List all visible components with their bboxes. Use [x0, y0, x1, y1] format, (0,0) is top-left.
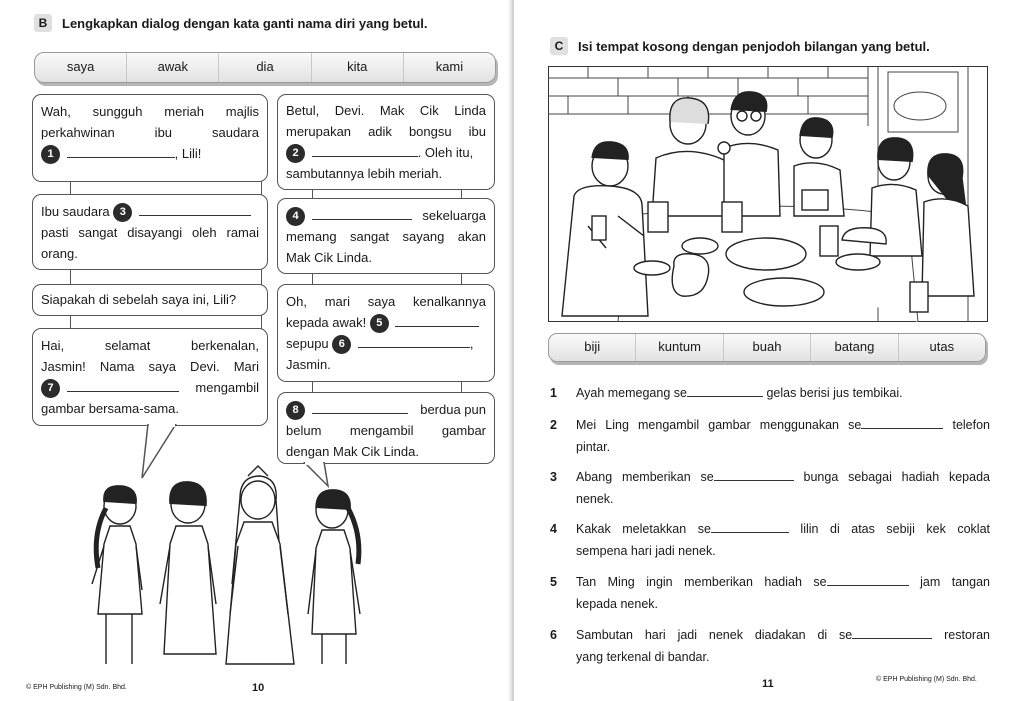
question-text-block: [576, 518, 990, 562]
section-b-heading: [34, 14, 428, 32]
question-text: Tan Ming ingin memberikan hadiah se: [576, 575, 827, 589]
right-page: [514, 0, 1024, 701]
answer-blank-7[interactable]: [67, 380, 179, 392]
copyright-footer: © EPH Publishing (M) Sdn. Bhd.: [876, 676, 977, 683]
question-text: gelas berisi jus tembikai.: [766, 386, 903, 400]
bubble-text: Betul, Devi. Mak Cik Linda: [286, 103, 486, 118]
bubble-text: dengan Mak Cik Linda.: [286, 444, 419, 460]
section-instruction: Isi tempat kosong dengan penjodoh bilangan yang betul.: [578, 38, 930, 54]
bubble-text: pasti sangat disayangi oleh ramai: [41, 225, 259, 241]
bubble-text: kepada awak!: [286, 315, 367, 330]
bubble-text: Wah, sungguh meriah majlis: [41, 104, 259, 119]
answer-line: [286, 205, 486, 226]
question-text: Sambutan hari jadi nenek diadakan di se: [576, 628, 853, 642]
dialog-bubble-4: [277, 198, 495, 274]
question-text-block: [576, 414, 990, 458]
question-number: 2: [550, 418, 557, 432]
answer-line: [286, 312, 486, 333]
bubble-text: orang.: [41, 246, 78, 262]
bubble-text: . Oleh itu,: [417, 145, 474, 160]
answer-blank-3[interactable]: [139, 204, 251, 216]
answer-blank-q4[interactable]: [711, 521, 789, 533]
dialog-bubble-2: [277, 94, 495, 190]
word-bank-item: kami: [435, 59, 464, 74]
question-text-block: [576, 466, 990, 510]
answer-blank-q6[interactable]: [852, 627, 932, 639]
word-bank-item: utas: [929, 339, 955, 354]
section-letter: C: [550, 37, 568, 55]
question-text-block: [576, 624, 990, 668]
question-text: pintar.: [576, 440, 611, 454]
birthday-party-illustration: [548, 66, 988, 322]
question-number-badge: 6: [332, 335, 351, 354]
question-text: Kakak meletakkan se: [576, 522, 711, 536]
question-item: [550, 382, 990, 404]
bubble-text: sekeluarga: [422, 208, 486, 223]
bubble-text: merupakan adik bongsu ibu: [286, 124, 486, 139]
question-text-block: [576, 382, 990, 404]
page-number: 10: [252, 682, 265, 694]
answer-blank-q3[interactable]: [714, 469, 794, 481]
question-text-block: [576, 571, 990, 615]
answer-line: [286, 333, 486, 354]
bubble-text: Oh, mari saya kenalkannya: [286, 294, 486, 309]
bubble-text: belum mengambil gambar: [286, 423, 486, 439]
dialog-bubble-1: [32, 94, 268, 182]
answer-blank-1[interactable]: [67, 146, 175, 158]
answer-blank-q5[interactable]: [827, 574, 909, 586]
bubble-text: sepupu: [286, 336, 329, 352]
question-text: jam tangan: [920, 575, 990, 589]
question-text: Mei Ling mengambil gambar menggunakan se: [576, 418, 862, 432]
dialog-bubble-3: [32, 194, 268, 270]
question-number-badge: 4: [286, 207, 305, 226]
answer-line: [41, 377, 259, 398]
question-number: 3: [550, 470, 557, 484]
page-number: 11: [762, 678, 774, 690]
question-text: Abang memberikan se: [576, 470, 714, 484]
answer-blank-4[interactable]: [312, 208, 412, 220]
question-text: Ayah memegang se: [576, 386, 687, 400]
question-text: restoran: [944, 628, 990, 642]
bubble-text: ,: [469, 336, 474, 352]
answer-blank-8[interactable]: [312, 402, 408, 414]
question-text: sempena hari jadi nenek.: [576, 544, 716, 558]
answer-blank-6[interactable]: [358, 336, 470, 348]
bubble-text: sambutannya lebih meriah.: [286, 166, 443, 182]
question-item: [550, 624, 990, 668]
question-text: bunga sebagai hadiah kepada: [803, 470, 990, 484]
bubble-text: Jasmin.: [286, 357, 331, 373]
question-number-badge: 1: [41, 145, 60, 164]
word-bank-item: dia: [219, 53, 311, 82]
bubble-text: berdua pun: [420, 402, 486, 417]
word-bank-item: kuntum: [636, 334, 723, 361]
question-number: 4: [550, 522, 557, 536]
dialog-bubble-5: [32, 284, 268, 316]
question-item: [550, 518, 990, 562]
bubble-text: Siapakah di sebelah saya ini, Lili?: [41, 292, 237, 307]
question-text: nenek.: [576, 492, 614, 506]
dialog-bubble-8: [277, 392, 495, 464]
bubble-text: , Lili!: [174, 146, 202, 161]
word-bank-item: batang: [811, 334, 898, 361]
question-number: 1: [550, 386, 557, 400]
question-number-badge: 5: [370, 314, 389, 333]
question-number: 6: [550, 628, 557, 642]
word-bank-item: biji: [549, 334, 636, 361]
question-item: [550, 466, 990, 510]
question-item: [550, 571, 990, 615]
word-bank: [548, 333, 986, 362]
word-bank-item: awak: [127, 53, 219, 82]
bubble-text: mengambil: [195, 380, 259, 395]
section-instruction: Lengkapkan dialog dengan kata ganti nama diri yang betul.: [62, 15, 428, 31]
four-girls-illustration: [80, 464, 380, 669]
section-letter: B: [34, 14, 52, 32]
bubble-text: gambar bersama-sama.: [41, 401, 179, 417]
question-text: telefon: [952, 418, 990, 432]
answer-line: [41, 201, 259, 222]
question-number: 5: [550, 575, 557, 589]
word-bank-item: buah: [724, 334, 811, 361]
answer-blank-5[interactable]: [395, 315, 479, 327]
word-bank: [34, 52, 496, 83]
dialog-bubble-7: [32, 328, 268, 426]
question-number-badge: 8: [286, 401, 305, 420]
answer-line: [286, 399, 486, 420]
question-number-badge: 7: [41, 379, 60, 398]
bubble-text: Mak Cik Linda.: [286, 250, 372, 266]
question-number-badge: 3: [113, 203, 132, 222]
question-item: [550, 414, 990, 458]
word-bank-item: kita: [312, 53, 404, 82]
bubble-text: perkahwinan ibu saudara: [41, 125, 259, 140]
question-text: kepada nenek.: [576, 597, 659, 611]
word-bank-item: saya: [35, 53, 127, 82]
section-c-heading: [550, 37, 930, 55]
question-text: yang terkenal di bandar.: [576, 650, 710, 664]
bubble-text: Ibu saudara: [41, 204, 110, 219]
answer-blank-2[interactable]: [312, 145, 418, 157]
question-text: lilin di atas sebiji kek coklat: [800, 522, 990, 536]
question-number-badge: 2: [286, 144, 305, 163]
bubble-text: memang sangat sayang akan: [286, 229, 486, 245]
answer-blank-q2[interactable]: [861, 417, 943, 429]
copyright-footer: © EPH Publishing (M) Sdn. Bhd.: [26, 684, 127, 691]
bubble-text: Jasmin! Nama saya Devi. Mari: [41, 359, 259, 374]
bubble-text: Hai, selamat berkenalan,: [41, 338, 259, 353]
answer-blank-q1[interactable]: [687, 385, 763, 397]
answer-line: [41, 143, 259, 164]
dialog-bubble-6: [277, 284, 495, 382]
answer-line: [286, 142, 486, 163]
